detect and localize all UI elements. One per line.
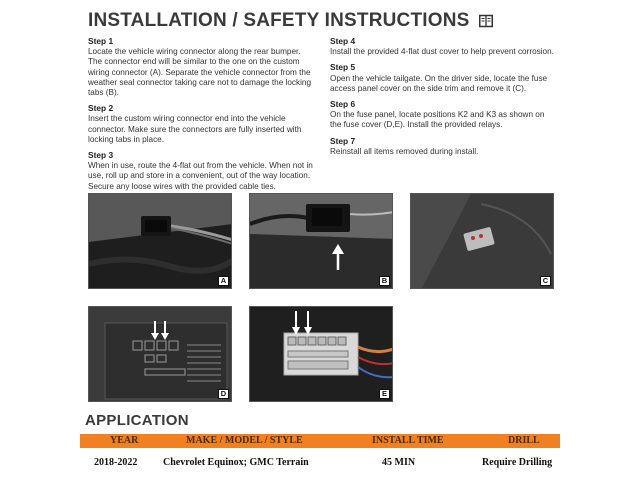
col-install-time-header: INSTALL TIME <box>372 435 444 446</box>
application-row <box>80 455 560 471</box>
col-drill-header: DRILL <box>508 435 540 446</box>
photo-d-fuse-cover-diagram <box>88 306 232 402</box>
application-header-bar <box>80 434 560 448</box>
steps-left-column <box>88 36 316 197</box>
step-text: Insert the custom wiring connector end into the vehicle connector. Make sure the connectors are fully inserted with locking tabs in place. <box>88 114 302 144</box>
steps-right-column <box>330 36 558 162</box>
step-6 <box>330 99 558 131</box>
photo-label: E <box>379 389 390 399</box>
step-2 <box>88 103 316 145</box>
photo-label: C <box>540 276 551 286</box>
photo-e-relay-positions <box>249 306 393 402</box>
step-text: Open the vehicle tailgate. On the driver side, locate the fuse access panel cover on the side trim and remove it (C). <box>330 73 548 93</box>
step-4 <box>330 36 558 57</box>
step-title: Step 3 <box>88 150 114 161</box>
photo-a-connector <box>88 193 232 289</box>
step-7 <box>330 136 558 157</box>
photo-label: B <box>379 276 390 286</box>
application-title: APPLICATION <box>85 412 189 429</box>
cell-drill: Require Drilling <box>482 457 553 468</box>
cell-make-model: Chevrolet Equinox; GMC Terrain <box>163 457 309 468</box>
step-title: Step 2 <box>88 103 114 114</box>
step-text: Locate the vehicle wiring connector along the rear bumper. The connector end will be similar to the one on the custom wiring connector (A). Separate the vehicle connector from the weather seal connector taking care not to damage the locking tabs (B). <box>88 47 312 98</box>
page-header <box>88 10 493 32</box>
col-make-header: MAKE / MODEL / STYLE <box>186 435 303 446</box>
step-text: Install the provided 4-flat dust cover to help prevent corrosion. <box>330 47 554 57</box>
step-text: Reinstall all items removed during install. <box>330 146 479 156</box>
book-icon <box>479 14 493 28</box>
page-title: INSTALLATION / SAFETY INSTRUCTIONS <box>88 10 470 31</box>
step-3 <box>88 150 316 192</box>
step-5 <box>330 62 558 94</box>
col-year-header: YEAR <box>110 435 139 446</box>
step-1 <box>88 36 316 98</box>
step-title: Step 7 <box>330 135 356 146</box>
step-title: Step 1 <box>88 36 114 46</box>
step-title: Step 6 <box>330 99 356 110</box>
cell-install-time: 45 MIN <box>382 457 416 468</box>
photo-b-connector-mated <box>249 193 393 289</box>
photo-label: A <box>218 276 229 286</box>
photo-label: D <box>218 389 229 399</box>
cell-year: 2018-2022 <box>94 457 138 468</box>
step-text: On the fuse panel, locate positions K2 and K3 as shown on the fuse cover (D,E). Install the provided relays. <box>330 110 545 130</box>
step-text: When in use, route the 4-flat out from the vehicle. When not in use, roll up and store in a convenient, out of the way location. Secure any loose wires with the provided cable ties. <box>88 161 313 191</box>
step-title: Step 5 <box>330 62 356 73</box>
step-title: Step 4 <box>330 36 356 46</box>
photo-c-fuse-panel-cover <box>410 193 554 289</box>
